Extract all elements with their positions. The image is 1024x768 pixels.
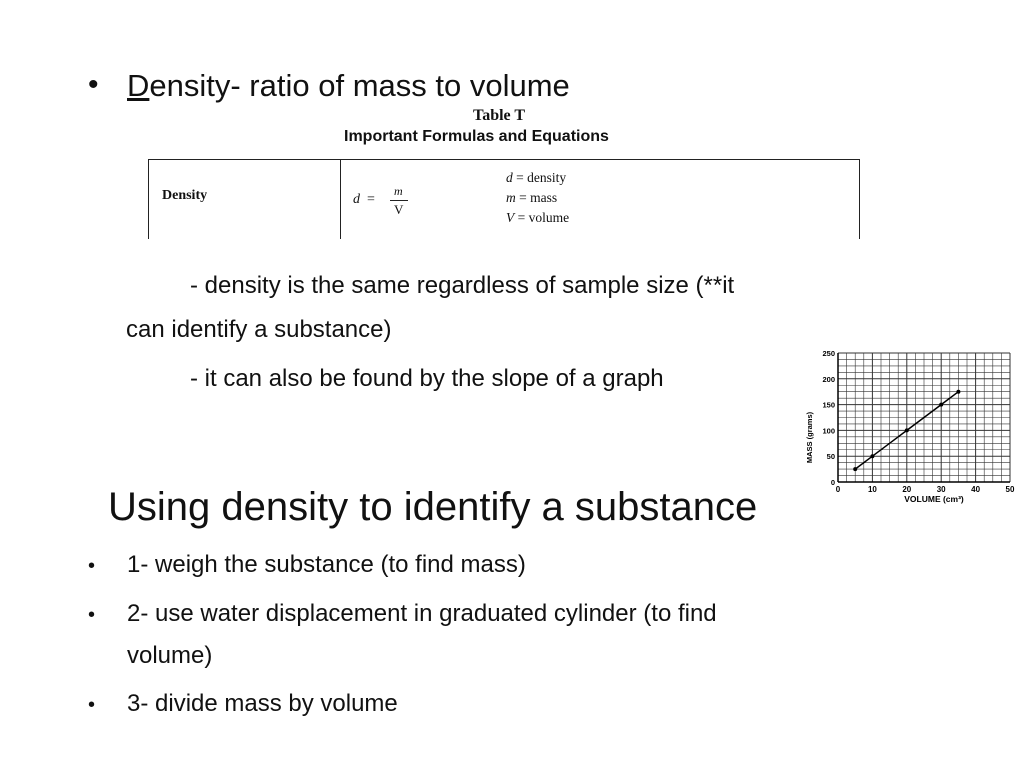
y-tick-label: 200	[822, 374, 835, 384]
y-axis-label: MASS (grams)	[805, 411, 814, 464]
table-divider	[340, 160, 341, 239]
y-tick-label: 150	[822, 400, 835, 410]
data-point	[870, 454, 874, 458]
mass-volume-graph	[780, 345, 1020, 520]
formula-table	[148, 159, 860, 239]
bullet-icon: •	[88, 555, 96, 577]
y-tick-label: 0	[830, 478, 835, 487]
step-3: 3- divide mass by volume	[127, 690, 398, 717]
bullet-icon: •	[88, 694, 96, 716]
x-tick-label: 0	[835, 485, 841, 494]
step-2-cont: volume)	[127, 642, 213, 669]
density-formula	[353, 180, 423, 220]
formula-equals: =	[367, 192, 375, 207]
data-point	[939, 403, 943, 407]
density-definition	[127, 68, 570, 104]
x-tick-label: 20	[902, 485, 912, 494]
data-point	[956, 390, 960, 394]
note-line-1: - density is the same regardless of sample size (**it	[190, 272, 735, 299]
definition-rest: ensity- ratio of mass to volume	[149, 68, 570, 103]
x-tick-label: 30	[936, 485, 946, 494]
fraction-bar	[390, 200, 408, 201]
formula-numerator: m	[394, 184, 403, 198]
table-row-label: Density	[162, 188, 208, 203]
table-subtitle: Important Formulas and Equations	[344, 128, 609, 145]
definition-line: d = density	[506, 170, 567, 185]
formula-denominator: V	[394, 202, 404, 217]
variable-definitions	[506, 168, 569, 228]
definition-line: V = volume	[506, 210, 570, 225]
step-2: 2- use water displacement in graduated cylinder (to find	[127, 600, 717, 627]
x-axis-label: VOLUME (cm³)	[904, 494, 964, 504]
y-tick-label: 250	[822, 349, 835, 358]
formula-lhs: d	[353, 192, 360, 207]
note-line-2: can identify a substance)	[126, 316, 392, 343]
table-title: Table T	[473, 107, 526, 124]
x-tick-label: 40	[971, 485, 981, 494]
note-slope: - it can also be found by the slope of a graph	[190, 365, 664, 392]
x-tick-label: 10	[867, 485, 877, 494]
underlined-letter: D	[127, 68, 150, 103]
definition-line: m = mass	[506, 190, 558, 205]
section-heading: Using density to identify a substance	[108, 485, 758, 529]
bullet-icon: •	[88, 68, 99, 101]
data-point	[853, 467, 857, 471]
data-point	[905, 428, 909, 432]
bullet-icon: •	[88, 604, 96, 626]
y-tick-label: 100	[822, 426, 835, 436]
y-tick-label: 50	[826, 452, 835, 462]
step-1: 1- weigh the substance (to find mass)	[127, 551, 526, 578]
x-tick-label: 50	[1005, 485, 1015, 494]
